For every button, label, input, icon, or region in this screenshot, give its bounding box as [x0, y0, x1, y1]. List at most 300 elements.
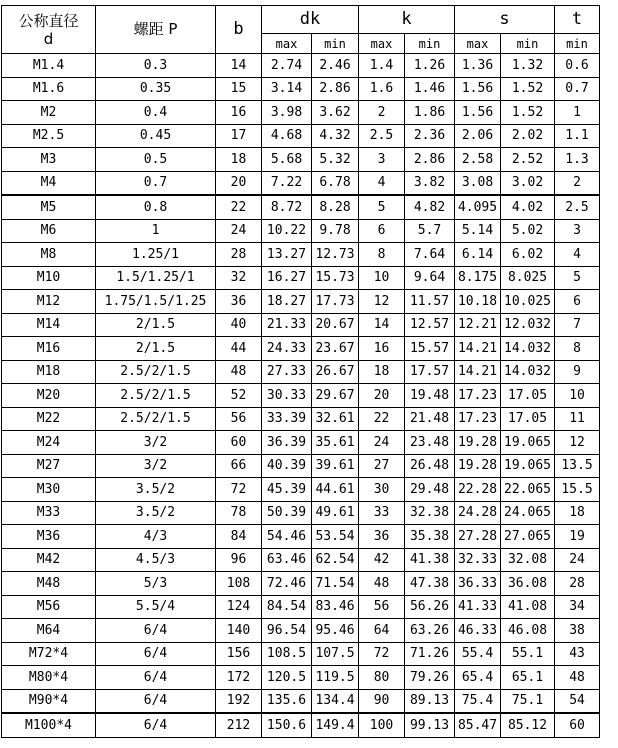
cell-dk-max: 21.33 — [262, 313, 312, 337]
cell-size: M24 — [2, 431, 96, 455]
screw-spec-table — [1, 5, 600, 738]
cell-t-min: 24 — [555, 548, 600, 572]
cell-k-min: 79.26 — [405, 666, 455, 690]
cell-dk-max: 8.72 — [262, 195, 312, 219]
cell-size: M1.6 — [2, 77, 96, 101]
cell-pitch: 0.7 — [96, 171, 216, 195]
cell-dk-max: 27.33 — [262, 360, 312, 384]
cell-dk-min: 17.73 — [312, 290, 359, 314]
cell-t-min: 43 — [555, 642, 600, 666]
cell-t-min: 0.6 — [555, 54, 600, 78]
cell-k-max: 36 — [359, 525, 405, 549]
cell-dk-min: 44.61 — [312, 478, 359, 502]
header-dk-min: min — [312, 34, 359, 54]
cell-dk-max: 120.5 — [262, 666, 312, 690]
cell-pitch: 0.5 — [96, 148, 216, 172]
cell-k-max: 56 — [359, 595, 405, 619]
cell-size: M1.4 — [2, 54, 96, 78]
cell-dk-max: 84.54 — [262, 595, 312, 619]
cell-k-min: 1.86 — [405, 101, 455, 125]
cell-b: 24 — [216, 219, 262, 243]
cell-b: 60 — [216, 431, 262, 455]
cell-size: M27 — [2, 454, 96, 478]
cell-k-min: 1.26 — [405, 54, 455, 78]
table-row — [2, 219, 600, 243]
cell-dk-min: 29.67 — [312, 384, 359, 408]
cell-b: 44 — [216, 337, 262, 361]
cell-dk-min: 134.4 — [312, 689, 359, 713]
cell-dk-max: 96.54 — [262, 619, 312, 643]
cell-k-min: 35.38 — [405, 525, 455, 549]
cell-dk-max: 63.46 — [262, 548, 312, 572]
cell-size: M16 — [2, 337, 96, 361]
table-row — [2, 195, 600, 219]
cell-s-max: 3.08 — [455, 171, 501, 195]
cell-pitch: 4.5/3 — [96, 548, 216, 572]
cell-dk-min: 53.54 — [312, 525, 359, 549]
header-t-min: min — [555, 34, 600, 54]
cell-dk-min: 107.5 — [312, 642, 359, 666]
cell-s-min: 2.02 — [501, 124, 555, 148]
cell-dk-min: 23.67 — [312, 337, 359, 361]
cell-s-max: 17.23 — [455, 384, 501, 408]
cell-t-min: 12 — [555, 431, 600, 455]
cell-dk-max: 4.68 — [262, 124, 312, 148]
cell-size: M18 — [2, 360, 96, 384]
cell-b: 40 — [216, 313, 262, 337]
cell-k-min: 12.57 — [405, 313, 455, 337]
cell-s-min: 8.025 — [501, 266, 555, 290]
cell-s-min: 75.1 — [501, 689, 555, 713]
cell-k-min: 5.7 — [405, 219, 455, 243]
cell-b: 172 — [216, 666, 262, 690]
cell-k-min: 63.26 — [405, 619, 455, 643]
table-row — [2, 124, 600, 148]
header-nominal-diameter-line1: 公称直径 — [18, 11, 79, 30]
cell-dk-max: 36.39 — [262, 431, 312, 455]
cell-k-max: 14 — [359, 313, 405, 337]
table-body — [2, 54, 600, 738]
cell-t-min: 2 — [555, 171, 600, 195]
cell-dk-max: 18.27 — [262, 290, 312, 314]
cell-k-min: 2.36 — [405, 124, 455, 148]
cell-dk-max: 10.22 — [262, 219, 312, 243]
cell-k-min: 15.57 — [405, 337, 455, 361]
cell-b: 17 — [216, 124, 262, 148]
cell-pitch: 1.5/1.25/1 — [96, 266, 216, 290]
cell-b: 156 — [216, 642, 262, 666]
cell-s-max: 4.095 — [455, 195, 501, 219]
cell-k-max: 10 — [359, 266, 405, 290]
cell-dk-min: 8.28 — [312, 195, 359, 219]
cell-b: 72 — [216, 478, 262, 502]
cell-pitch: 2.5/2/1.5 — [96, 360, 216, 384]
cell-k-max: 80 — [359, 666, 405, 690]
table-row — [2, 313, 600, 337]
cell-k-max: 8 — [359, 243, 405, 267]
table-row — [2, 713, 600, 737]
cell-k-max: 3 — [359, 148, 405, 172]
header-b: b — [216, 6, 262, 54]
cell-s-max: 2.06 — [455, 124, 501, 148]
cell-s-max: 19.28 — [455, 454, 501, 478]
cell-s-max: 8.175 — [455, 266, 501, 290]
cell-k-max: 64 — [359, 619, 405, 643]
table-row — [2, 54, 600, 78]
cell-k-max: 2 — [359, 101, 405, 125]
table-row — [2, 77, 600, 101]
cell-k-max: 22 — [359, 407, 405, 431]
cell-b: 124 — [216, 595, 262, 619]
cell-s-min: 22.065 — [501, 478, 555, 502]
cell-s-max: 14.21 — [455, 337, 501, 361]
cell-s-max: 46.33 — [455, 619, 501, 643]
header-k-max: max — [359, 34, 405, 54]
cell-size: M56 — [2, 595, 96, 619]
cell-t-min: 54 — [555, 689, 600, 713]
cell-t-min: 5 — [555, 266, 600, 290]
cell-size: M36 — [2, 525, 96, 549]
cell-pitch: 2.5/2/1.5 — [96, 384, 216, 408]
cell-dk-min: 2.86 — [312, 77, 359, 101]
cell-dk-max: 150.6 — [262, 713, 312, 737]
cell-s-min: 17.05 — [501, 407, 555, 431]
cell-b: 96 — [216, 548, 262, 572]
cell-s-max: 17.23 — [455, 407, 501, 431]
cell-s-min: 32.08 — [501, 548, 555, 572]
cell-t-min: 60 — [555, 713, 600, 737]
cell-pitch: 6/4 — [96, 619, 216, 643]
cell-k-max: 90 — [359, 689, 405, 713]
cell-size: M6 — [2, 219, 96, 243]
table-row — [2, 360, 600, 384]
table-row — [2, 171, 600, 195]
cell-s-max: 2.58 — [455, 148, 501, 172]
cell-k-min: 21.48 — [405, 407, 455, 431]
cell-t-min: 1.3 — [555, 148, 600, 172]
cell-s-min: 65.1 — [501, 666, 555, 690]
cell-k-min: 89.13 — [405, 689, 455, 713]
cell-k-max: 1.6 — [359, 77, 405, 101]
cell-dk-min: 26.67 — [312, 360, 359, 384]
table-row — [2, 525, 600, 549]
cell-k-min: 11.57 — [405, 290, 455, 314]
cell-s-min: 4.02 — [501, 195, 555, 219]
cell-size: M20 — [2, 384, 96, 408]
table-row — [2, 642, 600, 666]
cell-dk-max: 2.74 — [262, 54, 312, 78]
cell-dk-max: 3.98 — [262, 101, 312, 125]
cell-s-max: 5.14 — [455, 219, 501, 243]
cell-s-max: 12.21 — [455, 313, 501, 337]
cell-size: M80*4 — [2, 666, 96, 690]
cell-s-max: 85.47 — [455, 713, 501, 737]
cell-dk-min: 2.46 — [312, 54, 359, 78]
cell-k-max: 100 — [359, 713, 405, 737]
cell-dk-max: 108.5 — [262, 642, 312, 666]
cell-s-min: 5.02 — [501, 219, 555, 243]
table-row — [2, 148, 600, 172]
cell-size: M48 — [2, 572, 96, 596]
cell-size: M33 — [2, 501, 96, 525]
cell-size: M90*4 — [2, 689, 96, 713]
table-row — [2, 666, 600, 690]
cell-dk-min: 71.54 — [312, 572, 359, 596]
cell-t-min: 2.5 — [555, 195, 600, 219]
cell-s-min: 12.032 — [501, 313, 555, 337]
cell-k-max: 5 — [359, 195, 405, 219]
table-row — [2, 572, 600, 596]
cell-k-min: 47.38 — [405, 572, 455, 596]
cell-t-min: 1.1 — [555, 124, 600, 148]
table-row — [2, 101, 600, 125]
cell-s-min: 46.08 — [501, 619, 555, 643]
cell-k-min: 1.46 — [405, 77, 455, 101]
cell-size: M22 — [2, 407, 96, 431]
header-nominal-diameter-line2: d — [43, 29, 54, 48]
cell-k-max: 30 — [359, 478, 405, 502]
cell-s-min: 19.065 — [501, 454, 555, 478]
table-row — [2, 431, 600, 455]
header-nominal-diameter — [2, 6, 96, 54]
cell-pitch: 2/1.5 — [96, 337, 216, 361]
cell-t-min: 7 — [555, 313, 600, 337]
cell-size: M42 — [2, 548, 96, 572]
cell-pitch: 3/2 — [96, 454, 216, 478]
table-row — [2, 384, 600, 408]
cell-size: M10 — [2, 266, 96, 290]
cell-k-max: 33 — [359, 501, 405, 525]
cell-dk-max: 135.6 — [262, 689, 312, 713]
cell-s-max: 1.56 — [455, 101, 501, 125]
header-pitch: 螺距 P — [96, 6, 216, 54]
cell-size: M5 — [2, 195, 96, 219]
cell-k-max: 24 — [359, 431, 405, 455]
cell-dk-min: 5.32 — [312, 148, 359, 172]
cell-s-max: 65.4 — [455, 666, 501, 690]
cell-s-max: 19.28 — [455, 431, 501, 455]
cell-dk-min: 3.62 — [312, 101, 359, 125]
cell-t-min: 8 — [555, 337, 600, 361]
cell-k-max: 42 — [359, 548, 405, 572]
cell-size: M8 — [2, 243, 96, 267]
cell-pitch: 0.4 — [96, 101, 216, 125]
cell-b: 140 — [216, 619, 262, 643]
cell-pitch: 6/4 — [96, 689, 216, 713]
table-row — [2, 689, 600, 713]
cell-s-min: 10.025 — [501, 290, 555, 314]
header-t: t — [555, 6, 600, 34]
cell-t-min: 28 — [555, 572, 600, 596]
cell-pitch: 0.35 — [96, 77, 216, 101]
cell-b: 22 — [216, 195, 262, 219]
cell-t-min: 48 — [555, 666, 600, 690]
cell-b: 192 — [216, 689, 262, 713]
table-row — [2, 266, 600, 290]
cell-size: M64 — [2, 619, 96, 643]
cell-dk-min: 39.61 — [312, 454, 359, 478]
cell-size: M3 — [2, 148, 96, 172]
cell-s-min: 36.08 — [501, 572, 555, 596]
cell-k-max: 1.4 — [359, 54, 405, 78]
cell-s-min: 55.1 — [501, 642, 555, 666]
cell-s-min: 3.02 — [501, 171, 555, 195]
cell-size: M2.5 — [2, 124, 96, 148]
table-row — [2, 407, 600, 431]
cell-s-min: 14.032 — [501, 337, 555, 361]
cell-dk-max: 45.39 — [262, 478, 312, 502]
cell-k-min: 56.26 — [405, 595, 455, 619]
cell-b: 78 — [216, 501, 262, 525]
cell-t-min: 19 — [555, 525, 600, 549]
cell-dk-min: 6.78 — [312, 171, 359, 195]
cell-s-min: 6.02 — [501, 243, 555, 267]
header-dk-max: max — [262, 34, 312, 54]
header-k: k — [359, 6, 455, 34]
table-row — [2, 337, 600, 361]
cell-k-max: 27 — [359, 454, 405, 478]
cell-dk-max: 3.14 — [262, 77, 312, 101]
table-row — [2, 595, 600, 619]
cell-b: 32 — [216, 266, 262, 290]
cell-k-min: 23.48 — [405, 431, 455, 455]
cell-pitch: 4/3 — [96, 525, 216, 549]
cell-k-max: 72 — [359, 642, 405, 666]
table-row — [2, 454, 600, 478]
header-k-min: min — [405, 34, 455, 54]
cell-pitch: 0.45 — [96, 124, 216, 148]
table-row — [2, 243, 600, 267]
cell-k-max: 48 — [359, 572, 405, 596]
cell-dk-max: 7.22 — [262, 171, 312, 195]
cell-k-min: 29.48 — [405, 478, 455, 502]
cell-dk-max: 13.27 — [262, 243, 312, 267]
cell-size: M30 — [2, 478, 96, 502]
cell-k-max: 16 — [359, 337, 405, 361]
cell-s-min: 41.08 — [501, 595, 555, 619]
cell-dk-min: 9.78 — [312, 219, 359, 243]
cell-size: M100*4 — [2, 713, 96, 737]
cell-pitch: 0.3 — [96, 54, 216, 78]
cell-pitch: 5.5/4 — [96, 595, 216, 619]
cell-dk-max: 50.39 — [262, 501, 312, 525]
cell-k-max: 4 — [359, 171, 405, 195]
cell-dk-max: 33.39 — [262, 407, 312, 431]
cell-k-min: 32.38 — [405, 501, 455, 525]
cell-dk-min: 95.46 — [312, 619, 359, 643]
cell-k-min: 99.13 — [405, 713, 455, 737]
cell-pitch: 2.5/2/1.5 — [96, 407, 216, 431]
cell-b: 66 — [216, 454, 262, 478]
table-row — [2, 501, 600, 525]
cell-k-min: 3.82 — [405, 171, 455, 195]
cell-s-max: 75.4 — [455, 689, 501, 713]
cell-t-min: 13.5 — [555, 454, 600, 478]
cell-t-min: 0.7 — [555, 77, 600, 101]
cell-dk-min: 62.54 — [312, 548, 359, 572]
cell-b: 16 — [216, 101, 262, 125]
cell-dk-max: 16.27 — [262, 266, 312, 290]
cell-s-min: 27.065 — [501, 525, 555, 549]
cell-size: M12 — [2, 290, 96, 314]
cell-b: 18 — [216, 148, 262, 172]
cell-k-min: 17.57 — [405, 360, 455, 384]
cell-b: 56 — [216, 407, 262, 431]
cell-k-min: 4.82 — [405, 195, 455, 219]
table-row — [2, 619, 600, 643]
cell-size: M2 — [2, 101, 96, 125]
cell-b: 52 — [216, 384, 262, 408]
cell-dk-min: 149.4 — [312, 713, 359, 737]
cell-pitch: 3.5/2 — [96, 501, 216, 525]
cell-s-max: 32.33 — [455, 548, 501, 572]
cell-dk-min: 20.67 — [312, 313, 359, 337]
cell-pitch: 6/4 — [96, 713, 216, 737]
cell-k-min: 7.64 — [405, 243, 455, 267]
cell-s-min: 19.065 — [501, 431, 555, 455]
cell-k-max: 6 — [359, 219, 405, 243]
cell-s-max: 1.56 — [455, 77, 501, 101]
cell-t-min: 9 — [555, 360, 600, 384]
cell-size: M4 — [2, 171, 96, 195]
cell-k-max: 18 — [359, 360, 405, 384]
cell-t-min: 6 — [555, 290, 600, 314]
cell-pitch: 5/3 — [96, 572, 216, 596]
cell-b: 28 — [216, 243, 262, 267]
cell-dk-min: 12.73 — [312, 243, 359, 267]
cell-k-max: 2.5 — [359, 124, 405, 148]
cell-pitch: 1.25/1 — [96, 243, 216, 267]
table-row — [2, 548, 600, 572]
cell-dk-max: 5.68 — [262, 148, 312, 172]
cell-k-min: 26.48 — [405, 454, 455, 478]
table-row — [2, 478, 600, 502]
cell-pitch: 3/2 — [96, 431, 216, 455]
cell-dk-min: 35.61 — [312, 431, 359, 455]
cell-pitch: 3.5/2 — [96, 478, 216, 502]
cell-s-min: 14.032 — [501, 360, 555, 384]
cell-t-min: 34 — [555, 595, 600, 619]
cell-dk-min: 119.5 — [312, 666, 359, 690]
cell-pitch: 6/4 — [96, 642, 216, 666]
cell-dk-max: 30.33 — [262, 384, 312, 408]
header-s: s — [455, 6, 555, 34]
cell-b: 15 — [216, 77, 262, 101]
cell-b: 212 — [216, 713, 262, 737]
cell-pitch: 1.75/1.5/1.25 — [96, 290, 216, 314]
cell-k-min: 71.26 — [405, 642, 455, 666]
cell-s-max: 41.33 — [455, 595, 501, 619]
cell-s-max: 10.18 — [455, 290, 501, 314]
cell-dk-max: 40.39 — [262, 454, 312, 478]
cell-k-min: 19.48 — [405, 384, 455, 408]
cell-size: M14 — [2, 313, 96, 337]
cell-k-min: 9.64 — [405, 266, 455, 290]
cell-s-min: 17.05 — [501, 384, 555, 408]
cell-t-min: 15.5 — [555, 478, 600, 502]
header-dk: dk — [262, 6, 359, 34]
cell-s-min: 24.065 — [501, 501, 555, 525]
header-s-max: max — [455, 34, 501, 54]
cell-s-min: 1.52 — [501, 101, 555, 125]
cell-b: 20 — [216, 171, 262, 195]
cell-dk-min: 83.46 — [312, 595, 359, 619]
cell-dk-min: 49.61 — [312, 501, 359, 525]
cell-s-min: 1.32 — [501, 54, 555, 78]
cell-dk-max: 72.46 — [262, 572, 312, 596]
cell-s-max: 55.4 — [455, 642, 501, 666]
cell-b: 84 — [216, 525, 262, 549]
